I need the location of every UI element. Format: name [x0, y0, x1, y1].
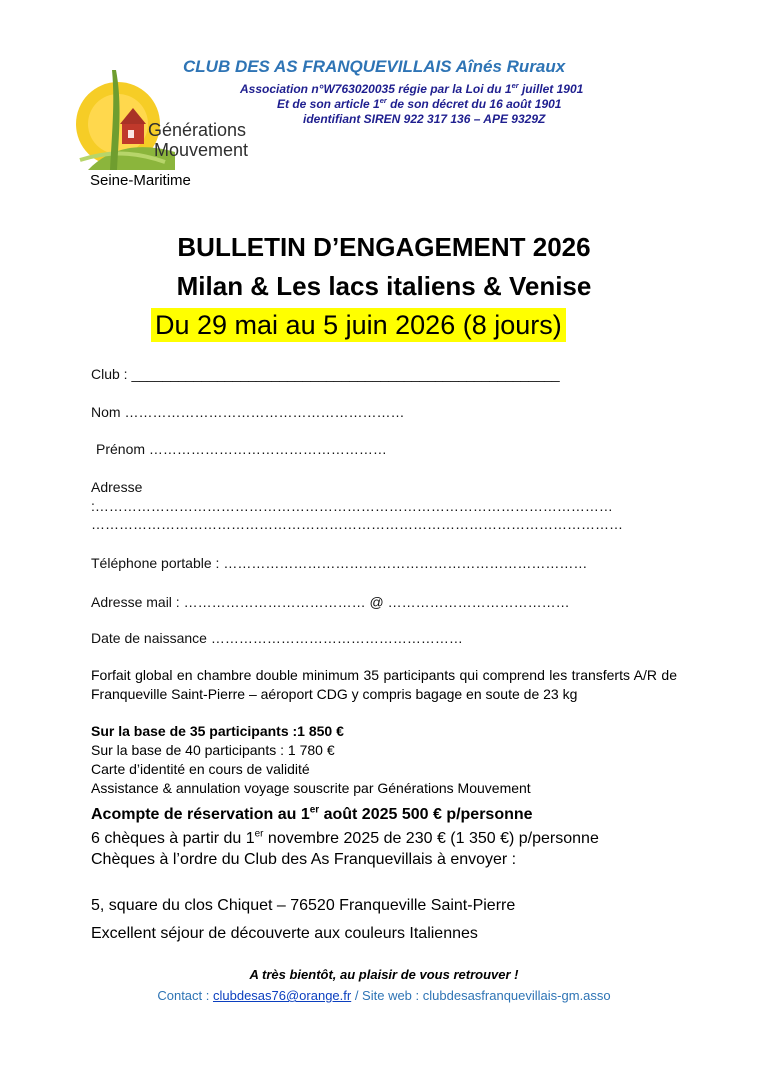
cheques-text-end: novembre 2025 de 230 € (1 350 €) p/personne: [263, 830, 599, 847]
association-line-1: [240, 82, 583, 96]
assistance-note: Assistance & annulation voyage souscrite par Générations Mouvement: [91, 780, 531, 796]
assoc-2-text: Et de son article 1: [277, 97, 380, 111]
club-field[interactable]: Club : _______________________________________________________: [91, 366, 560, 382]
email-field-name: Adresse mail : …………………………………: [91, 594, 366, 610]
contact-label: Contact :: [157, 988, 213, 1003]
cheques-order: Chèques à l’ordre du Club des As Franquevillais à envoyer :: [91, 851, 517, 868]
assoc-1-text-end: juillet 1901: [518, 82, 584, 96]
logo-text-line2: Mouvement: [154, 140, 249, 160]
acompte-text-end: août 2025 500 € p/personne: [319, 806, 533, 823]
assoc-1-text: Association n°W763020035 régie par la Loi du 1: [240, 82, 512, 96]
email-field[interactable]: [91, 594, 570, 610]
association-line-2: [277, 97, 561, 111]
nom-field[interactable]: Nom ……………………………………………………: [91, 404, 405, 420]
adresse-field-line1[interactable]: :…………………………………………………………………………………………………: [91, 498, 613, 514]
adresse-label: Adresse: [91, 479, 143, 495]
assoc-1-sup: er: [511, 81, 519, 90]
site-url[interactable]: clubdesasfranquevillais-gm.asso: [422, 988, 611, 1003]
region-label: Seine-Maritime: [90, 172, 191, 189]
logo-text-line1: Générations: [148, 120, 247, 140]
telephone-field[interactable]: Téléphone portable : ……………………………………………………………………: [91, 555, 588, 571]
id-card-note: Carte d’identité en cours de validité: [91, 761, 310, 777]
adresse-field-line2[interactable]: ……………………………………………………………………………………………………: [91, 516, 623, 532]
cheques-sup: er: [254, 828, 264, 840]
site-label: / Site web :: [351, 988, 423, 1003]
price-base-35: Sur la base de 35 participants :1 850 €: [91, 723, 344, 739]
prenom-field[interactable]: Prénom ……………………………………………: [96, 441, 387, 457]
trip-dates-highlight: Du 29 mai au 5 juin 2026 (8 jours): [151, 308, 566, 342]
acompte-text: Acompte de réservation au 1: [91, 806, 310, 823]
association-line-3: identifiant SIREN 922 317 136 – APE 9329Z: [303, 112, 546, 126]
price-base-40: Sur la base de 40 participants : 1 780 €: [91, 742, 335, 758]
closing-note: Excellent séjour de découverte aux couleurs Italiennes: [91, 925, 478, 942]
farewell-line: A très bientôt, au plaisir de vous retrouver !: [249, 967, 519, 982]
mailing-address: 5, square du clos Chiquet – 76520 Franqueville Saint-Pierre: [91, 897, 516, 914]
email-field-domain: @ …………………………………: [365, 594, 570, 610]
cheques-schedule: [91, 830, 599, 848]
acompte-line: [91, 806, 533, 824]
bulletin-title: BULLETIN D’ENGAGEMENT 2026: [177, 232, 591, 262]
trip-title: Milan & Les lacs italiens & Venise: [176, 271, 592, 301]
cheques-text: 6 chèques à partir du 1: [91, 830, 255, 847]
forfait-description: Forfait global en chambre double minimum 35 participants qui comprend les transferts A/R de Franqueville Saint-Pierre – aéroport CDG y compris bagage en soute de 23 kg: [91, 667, 677, 702]
contact-email-link[interactable]: clubdesas76@orange.fr: [212, 988, 352, 1003]
acompte-sup: er: [309, 804, 320, 816]
club-name: CLUB DES AS FRANQUEVILLAIS Aînés Ruraux: [183, 57, 566, 76]
date-naissance-field[interactable]: Date de naissance ………………………………………………: [91, 630, 463, 646]
assoc-2-sup: er: [379, 96, 387, 105]
contact-line: [0, 988, 768, 1003]
assoc-2-text-end: de son décret du 16 août 1901: [386, 97, 562, 111]
